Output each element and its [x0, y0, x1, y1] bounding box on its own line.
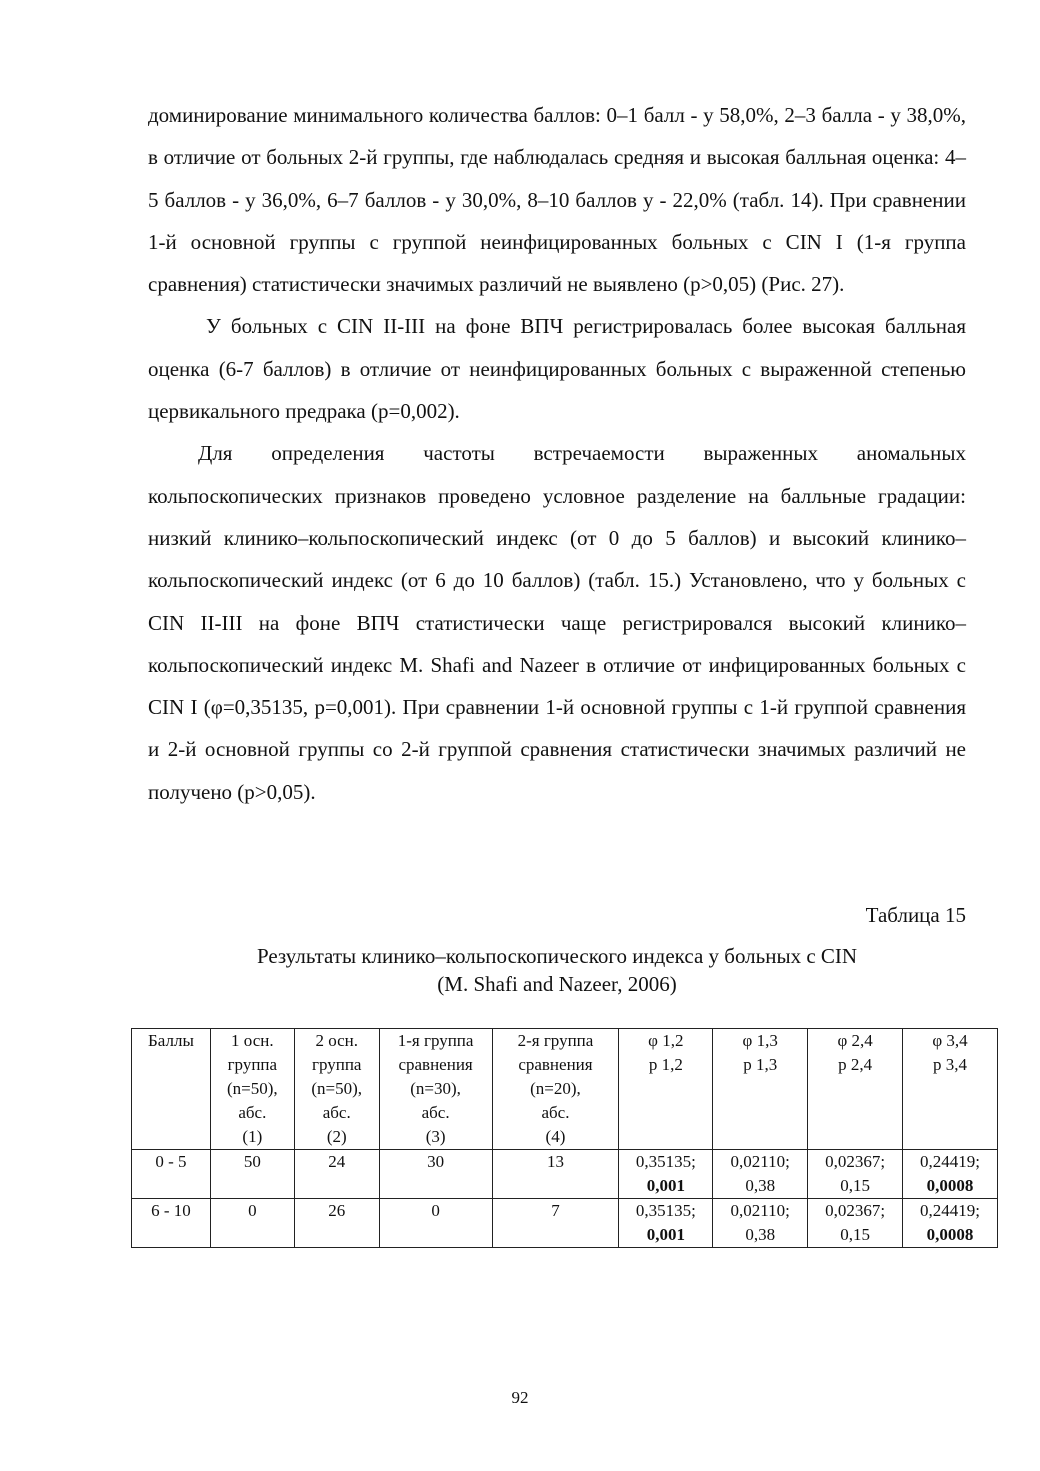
- stat-cell: 0,02367; 0,15: [808, 1150, 903, 1199]
- paragraph: доминирование минимального количества баллов: 0–1 балл - у 58,0%, 2–3 балла - у 38,0%, в отличие от больных 2-й группы, где наблюдалась средняя и высокая балльная оценка: 4–5 баллов - у 36,0%, 6–7 баллов - у 30,0%, 8–10 баллов у - 22,0% (табл. 14). При сравнении 1-й основной группы с группой неинфицированных больных с CIN I (1-я группа сравнения) статистически значимых различий не выявлено (p>0,05) (Рис. 27).: [148, 103, 966, 297]
- table-title-line: Результаты клинико–кольпоскопического индекса у больных с CIN: [256, 944, 858, 968]
- header-cell: φ 1,2 p 1,2: [619, 1029, 713, 1150]
- table-title: [130, 942, 984, 998]
- stat-cell: 0,24419; 0,0008: [903, 1150, 998, 1199]
- stat-cell: 0,35135; 0,001: [619, 1150, 713, 1199]
- stat-cell: 0,35135; 0,001: [619, 1199, 713, 1248]
- value-cell: 7: [492, 1199, 619, 1248]
- table-number: Таблица 15: [865, 903, 966, 927]
- row-label-cell: 6 - 10: [132, 1199, 211, 1248]
- header-cell: 1-я группа сравнения (n=30), абс. (3): [379, 1029, 492, 1150]
- header-cell: φ 1,3 p 1,3: [713, 1029, 808, 1150]
- table-row: [132, 1199, 998, 1248]
- header-cell: 2 осн. группа (n=50), абс. (2): [294, 1029, 379, 1150]
- header-cell: Баллы: [132, 1029, 211, 1150]
- value-cell: 26: [294, 1199, 379, 1248]
- stat-cell: 0,02110; 0,38: [713, 1150, 808, 1199]
- value-cell: 0: [379, 1199, 492, 1248]
- header-cell: 1 осн. группа (n=50), абс. (1): [210, 1029, 294, 1150]
- body-text: [148, 94, 966, 813]
- header-cell: φ 2,4 p 2,4: [808, 1029, 903, 1150]
- value-cell: 30: [379, 1150, 492, 1199]
- results-table: [131, 1028, 998, 1248]
- stat-cell: 0,02110; 0,38: [713, 1199, 808, 1248]
- value-cell: 50: [210, 1150, 294, 1199]
- paragraph: У больных с CIN II-III на фоне ВПЧ регистрировалась более высокая балльная оценка (6-7 баллов) в отличие от неинфицированных больных с выраженной степенью цервикального предрака (p=0,002).: [148, 314, 966, 424]
- value-cell: 13: [492, 1150, 619, 1199]
- value-cell: 0: [210, 1199, 294, 1248]
- value-cell: 24: [294, 1150, 379, 1199]
- table-row: [132, 1150, 998, 1199]
- table-header-row: [132, 1029, 998, 1150]
- table-title-line: (M. Shafi and Nazeer, 2006): [437, 972, 677, 996]
- row-label-cell: 0 - 5: [132, 1150, 211, 1199]
- header-cell: 2-я группа сравнения (n=20), абс. (4): [492, 1029, 619, 1150]
- header-cell: φ 3,4 p 3,4: [903, 1029, 998, 1150]
- stat-cell: 0,02367; 0,15: [808, 1199, 903, 1248]
- paragraph: Для определения частоты встречаемости выраженных аномальных кольпоскопических признаков проведено условное разделение на балльные градации: низкий клинико–кольпоскопический индекс (от 0 до 5 баллов) и высокий клинико–кольпоскопический индекс (от 6 до 10 баллов) (табл. 15.) Установлено, что у больных с CIN II-III на фоне ВПЧ статистически чаще регистрировался высокий клинико–кольпоскопический индекс M. Shafi and Nazeer в отличие от инфицированных больных с CIN I (φ=0,35135, p=0,001). При сравнении 1-й основной группы с 1-й группой сравнения и 2-й основной группы со 2-й группой сравнения статистически значимых различий не получено (p>0,05).: [148, 441, 966, 804]
- stat-cell: 0,24419; 0,0008: [903, 1199, 998, 1248]
- page-number: 92: [511, 1388, 529, 1407]
